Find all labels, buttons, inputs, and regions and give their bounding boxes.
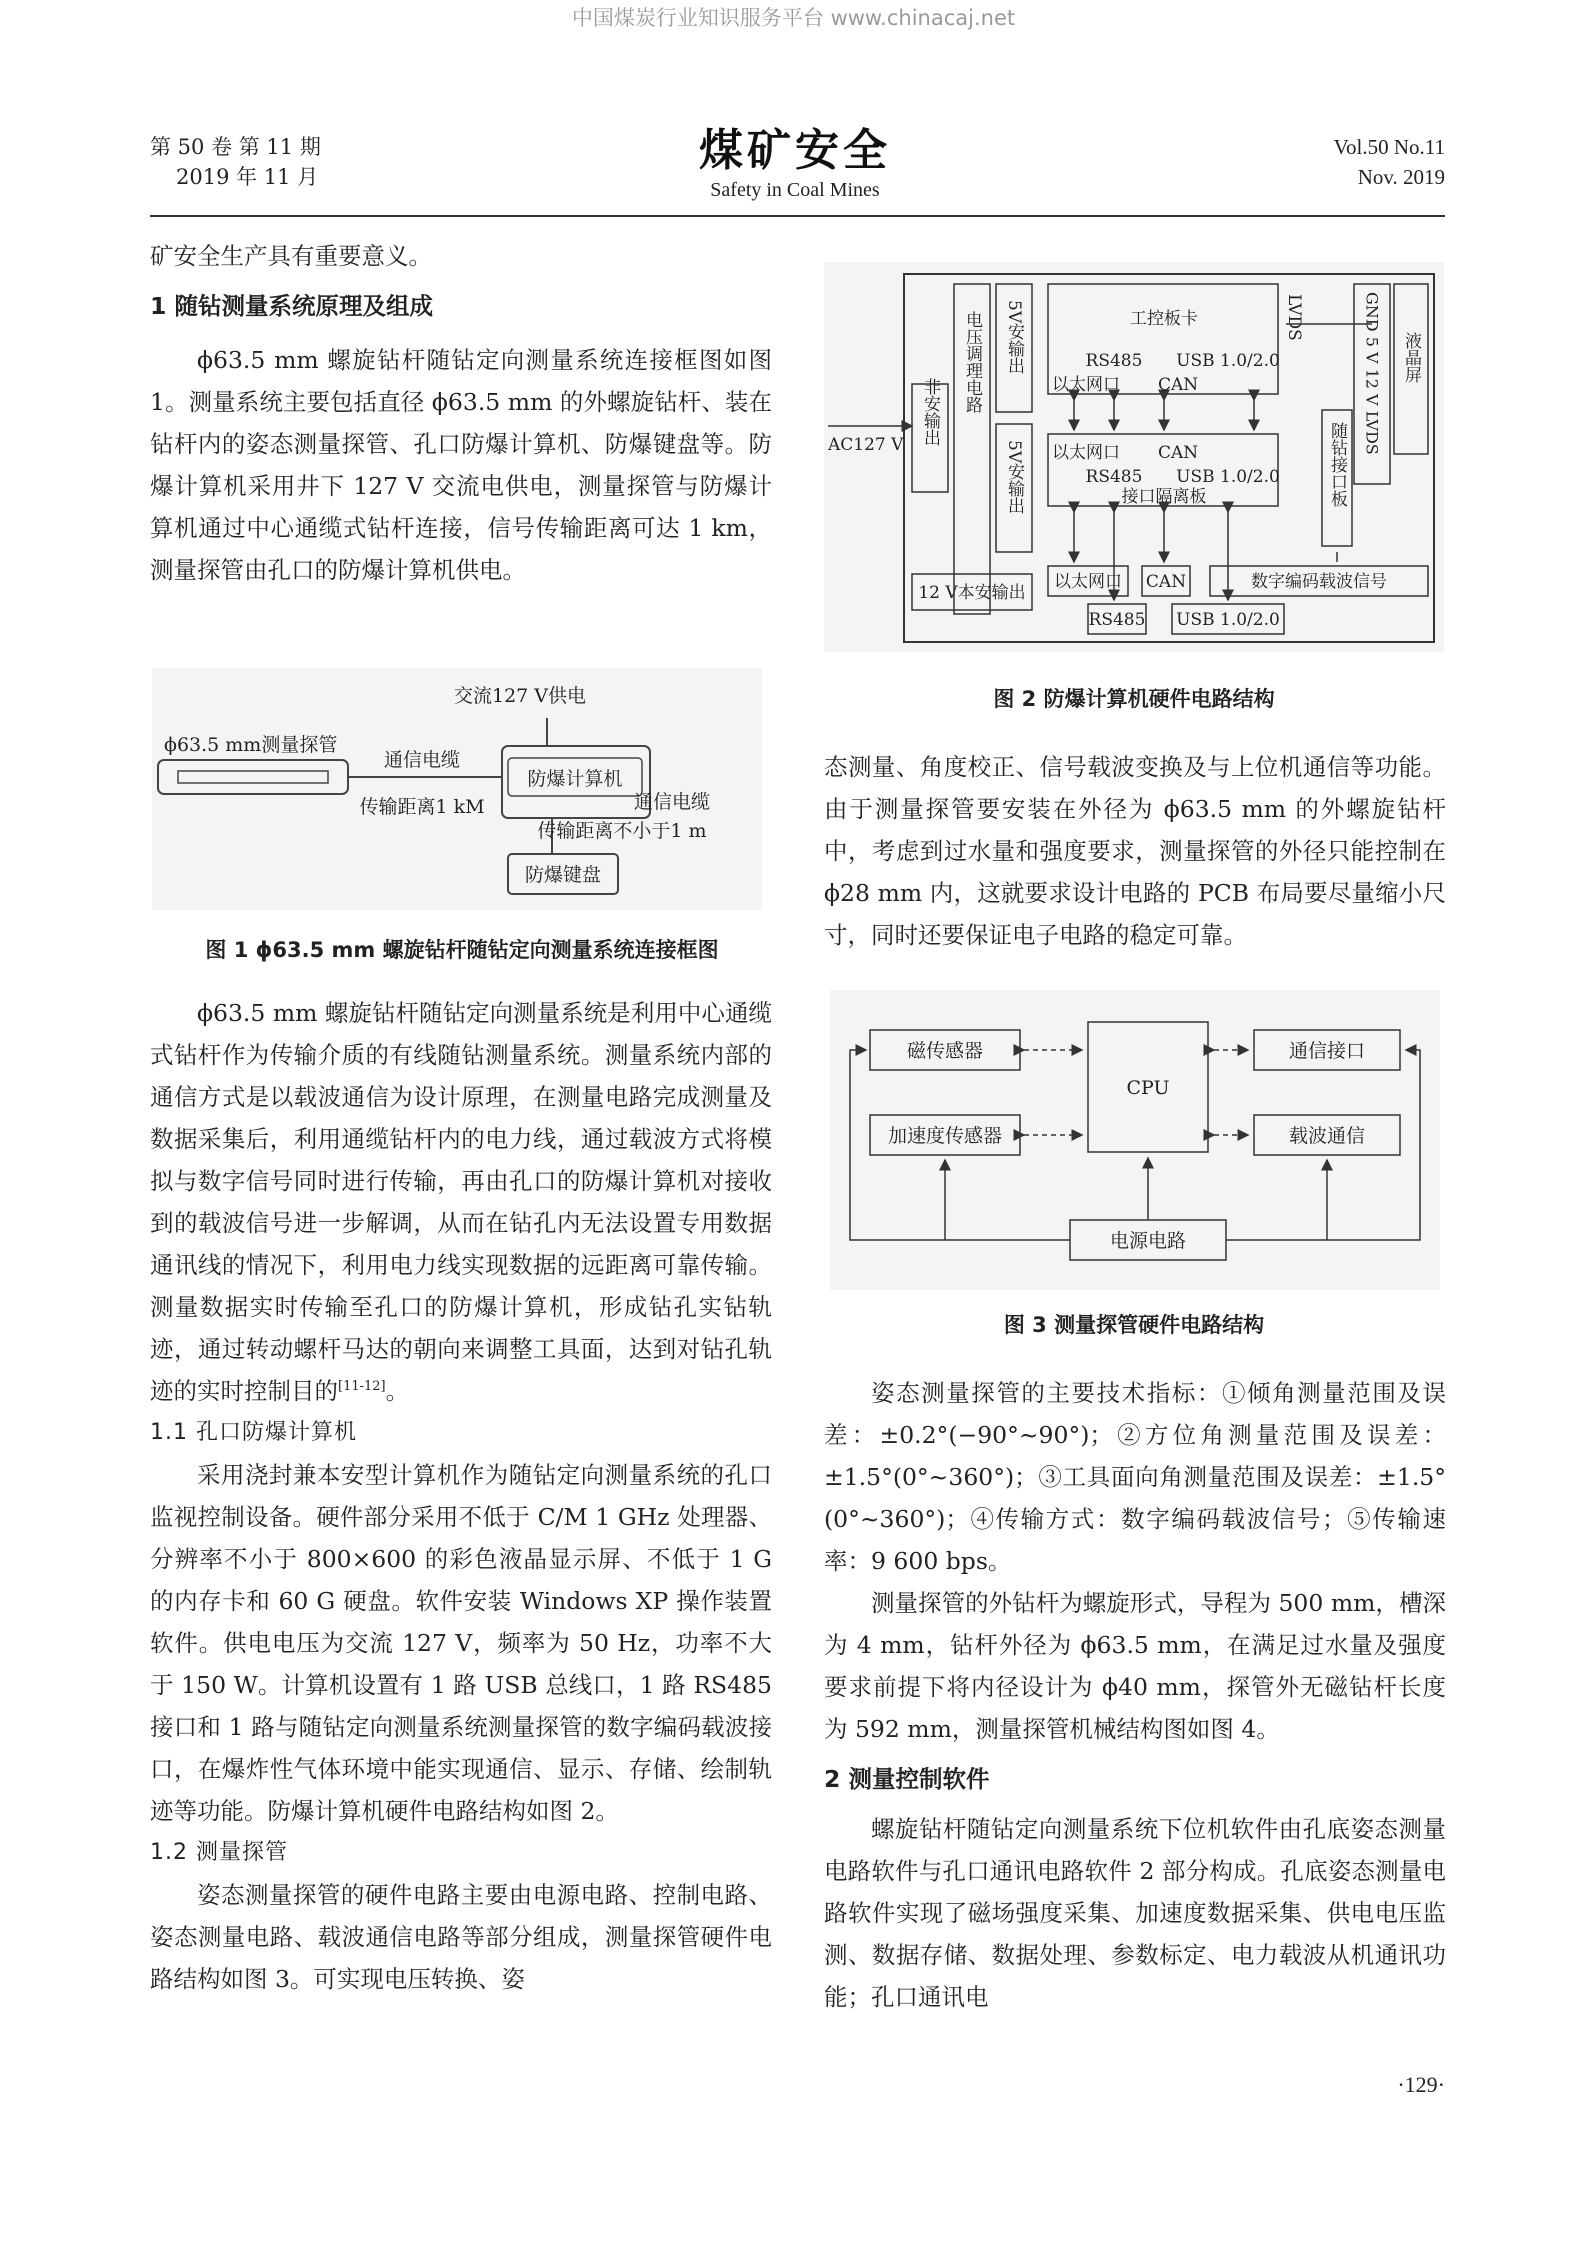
ethernet-2-label: 以太网口 (1052, 443, 1120, 463)
section-heading-1: 1 随钻测量系统原理及组成 (150, 292, 434, 320)
safe-5v-bottom-label: 5V安输出 (1004, 440, 1024, 515)
citation-ref: [11-12] (338, 1379, 386, 1395)
header-rule (150, 215, 1445, 217)
isolation-board-label: 接口隔离板 (1121, 487, 1207, 507)
voltage-regulator-label: 电压调理电路 (962, 311, 982, 413)
magnetic-sensor-label: 磁传感器 (906, 1040, 984, 1062)
paragraph: 姿态测量探管的主要技术指标：①倾角测量范围及误差：±0.2°(−90°~90°)；②方位角测量范围及误差：±1.5°(0°~360°)；③工具面向角测量范围及误差：±1.5°(0°~360°)；④传输方式：数字编码载波信号；⑤传输速率：9 600 bps。 (824, 1379, 1446, 1575)
probe-body (158, 760, 348, 794)
rs485-2-label: RS485 (1085, 467, 1143, 487)
keyboard-label: 防爆键盘 (524, 864, 602, 886)
page-number: ·129· (1397, 2072, 1445, 2097)
journal-logo: 煤矿安全 (699, 125, 891, 176)
issue-date: 2019 年 11 月 (176, 165, 319, 189)
ethernet-label: 以太网口 (1052, 375, 1120, 395)
ac-input-label: AC127 V (828, 435, 904, 455)
can-2-label: CAN (1158, 443, 1199, 463)
paragraph: ϕ63.5 mm 螺旋钻杆随钻定向测量系统是利用中心通缆式钻杆作为传输介质的有线随钻测量系统。测量系统内部的通信方式是以载波通信为设计原理，在测量电路完成测量及数据采集后，利用通缆钻杆内的电力线，通过载波方式将模拟与数字信号同时进行传输，再由孔口的防爆计算机对接收到的载波信号进一步解调，从而在钻孔内无法设置专用数据通讯线的情况下，利用电力线实现数据的远距离可靠传输。测量数据实时传输至孔口的防爆计算机，形成钻孔实钻轨迹，通过转动螺杆马达的朝向来调整工具面，达到对钻孔轨迹的实时控制目的[11-12]。 (150, 999, 772, 1405)
subsection-heading-1-1: 1.1 孔口防爆计算机 (150, 1420, 357, 1445)
drill-interface-label: 随钻接口板 (1327, 422, 1347, 507)
out-usb-label: USB 1.0/2.0 (1176, 610, 1280, 630)
cpu-label: CPU (1126, 1077, 1170, 1099)
right-column-bottom (824, 1372, 1446, 2018)
computer-label: 防爆计算机 (527, 768, 623, 790)
figure-3 (830, 990, 1440, 1290)
distance-label-2: 传输距离不小于1 m (537, 820, 707, 842)
journal-masthead (620, 125, 970, 203)
carrier-comm-label: 载波通信 (1288, 1125, 1366, 1147)
out-ethernet-label: 以太网口 (1054, 572, 1122, 592)
safe-12v-label: 12 V本安输出 (918, 583, 1026, 603)
subsection-heading-1-2: 1.2 测量探管 (150, 1840, 288, 1865)
journal-english-name: Safety in Coal Mines (710, 179, 880, 201)
section-heading-2: 2 测量控制软件 (824, 1765, 990, 1793)
usb-label: USB 1.0/2.0 (1176, 351, 1280, 371)
paragraph: 态测量、角度校正、信号载波变换及与上位机通信等功能。由于测量探管要安装在外径为 ϕ63.5 mm 的外螺旋钻杆中，考虑到过水量和强度要求，测量探管的外径只能控制在 ϕ28 mm 内，这就要求设计电路的 PCB 布局要尽量缩小尺寸，同时还要保证电子电路的稳定可靠。 (824, 753, 1446, 949)
distance-label-1: 传输距离1 kM (359, 796, 485, 818)
comm-interface-label: 通信接口 (1288, 1040, 1366, 1062)
paragraph: 采用浇封兼本安型计算机作为随钻定向测量系统的孔口监视控制设备。硬件部分采用不低于 C/M 1 GHz 处理器、分辨率不小于 800×600 的彩色液晶显示屏、不低于 1 G 的内存卡和 60 G 硬盘。软件安装 Windows XP 操作装置软件。供电电压为交流 127 V，频率为 50 Hz，功率不大于 150 W。计算机设置有 1 路 USB 总线口，1 路 RS485 接口和 1 路与随钻定向测量系统测量探管的数字编码载波接口，在爆炸性气体环境中能实现通信、显示、存储、绘制轨迹等功能。防爆计算机硬件电路结构如图 2。 (150, 1461, 772, 1825)
cable-label-2: 通信电缆 (633, 791, 711, 813)
non-safe-output-label: 非安输出 (920, 378, 940, 446)
figure-1 (152, 668, 762, 910)
power-circuit-label: 电源电路 (1109, 1230, 1187, 1252)
vol-date: Nov. 2019 (1357, 165, 1445, 189)
figure-2 (824, 262, 1444, 652)
out-rs485-label: RS485 (1088, 610, 1146, 630)
figure-2-caption: 图 2 防爆计算机硬件电路结构 (993, 687, 1275, 711)
ac-power-label: 交流127 V供电 (453, 685, 587, 707)
vol-no: Vol.50 No.11 (1333, 135, 1445, 159)
volume-issue: 第 50 卷 第 11 期 (150, 135, 321, 159)
usb-2-label: USB 1.0/2.0 (1176, 467, 1280, 487)
out-digital-carrier-label: 数字编码载波信号 (1251, 572, 1387, 592)
probe-label: ϕ63.5 mm测量探管 (164, 734, 338, 756)
out-can-label: CAN (1145, 572, 1187, 592)
figure-1-caption: 图 1 ϕ63.5 mm 螺旋钻杆随钻定向测量系统连接框图 (205, 938, 719, 962)
paragraph: 姿态测量探管的硬件电路主要由电源电路、控制电路、姿态测量电路、载波通信电路等部分组成，测量探管硬件电路结构如图 3。可实现电压转换、姿 (150, 1881, 772, 1993)
paragraph: 测量探管的外钻杆为螺旋形式，导程为 500 mm，槽深为 4 mm，钻杆外径为 ϕ63.5 mm，在满足过水量及强度要求前提下将内径设计为 ϕ40 mm，探管外无磁钻杆长度为 592 mm，测量探管机械结构图如图 4。 (824, 1589, 1446, 1743)
lcd-pins-label: GND 5 V 12 V LVDS (1362, 292, 1382, 455)
paragraph: 螺旋钻杆随钻定向测量系统下位机软件由孔底姿态测量电路软件与孔口通讯电路软件 2 部分构成。孔底姿态测量电路软件实现了磁场强度采集、加速度数据采集、供电电压监测、数据存储、数据处理、参数标定、电力载波从机通讯功能；孔口通讯电 (824, 1815, 1446, 2011)
cable-label-1: 通信电缆 (383, 749, 461, 771)
accelerometer-label: 加速度传感器 (887, 1125, 1003, 1147)
rs485-label: RS485 (1085, 351, 1143, 371)
can-label: CAN (1158, 375, 1199, 395)
lvds-label: LVDS (1284, 294, 1304, 341)
left-column-bottom (150, 992, 772, 2000)
paragraph: ϕ63.5 mm 螺旋钻杆随钻定向测量系统连接框图如图 1。测量系统主要包括直径 ϕ63.5 mm 的外螺旋钻杆、装在钻杆内的姿态测量探管、孔口防爆计算机、防爆键盘等。防爆计算机采用井下 127 V 交流电供电，测量探管与防爆计算机通过中心通缆式钻杆连接，信号传输距离可达 1 km，测量探管由孔口的防爆计算机供电。 (150, 346, 772, 584)
header-volume-issue (150, 132, 321, 192)
safe-5v-top-label: 5V安输出 (1004, 300, 1024, 375)
ipc-label: 工控板卡 (1130, 309, 1198, 329)
watermark: 中国煤炭行业知识服务平台 www.chinacaj.net (571, 6, 1016, 30)
probe-inner (178, 771, 328, 783)
left-column-top (150, 235, 772, 591)
figure-3-caption: 图 3 测量探管硬件电路结构 (1003, 1313, 1265, 1337)
right-column-middle (824, 746, 1446, 956)
paragraph: 矿安全生产具有重要意义。 (150, 242, 432, 270)
header-vol-no (1334, 132, 1445, 192)
lcd-label: 液晶屏 (1401, 332, 1421, 383)
